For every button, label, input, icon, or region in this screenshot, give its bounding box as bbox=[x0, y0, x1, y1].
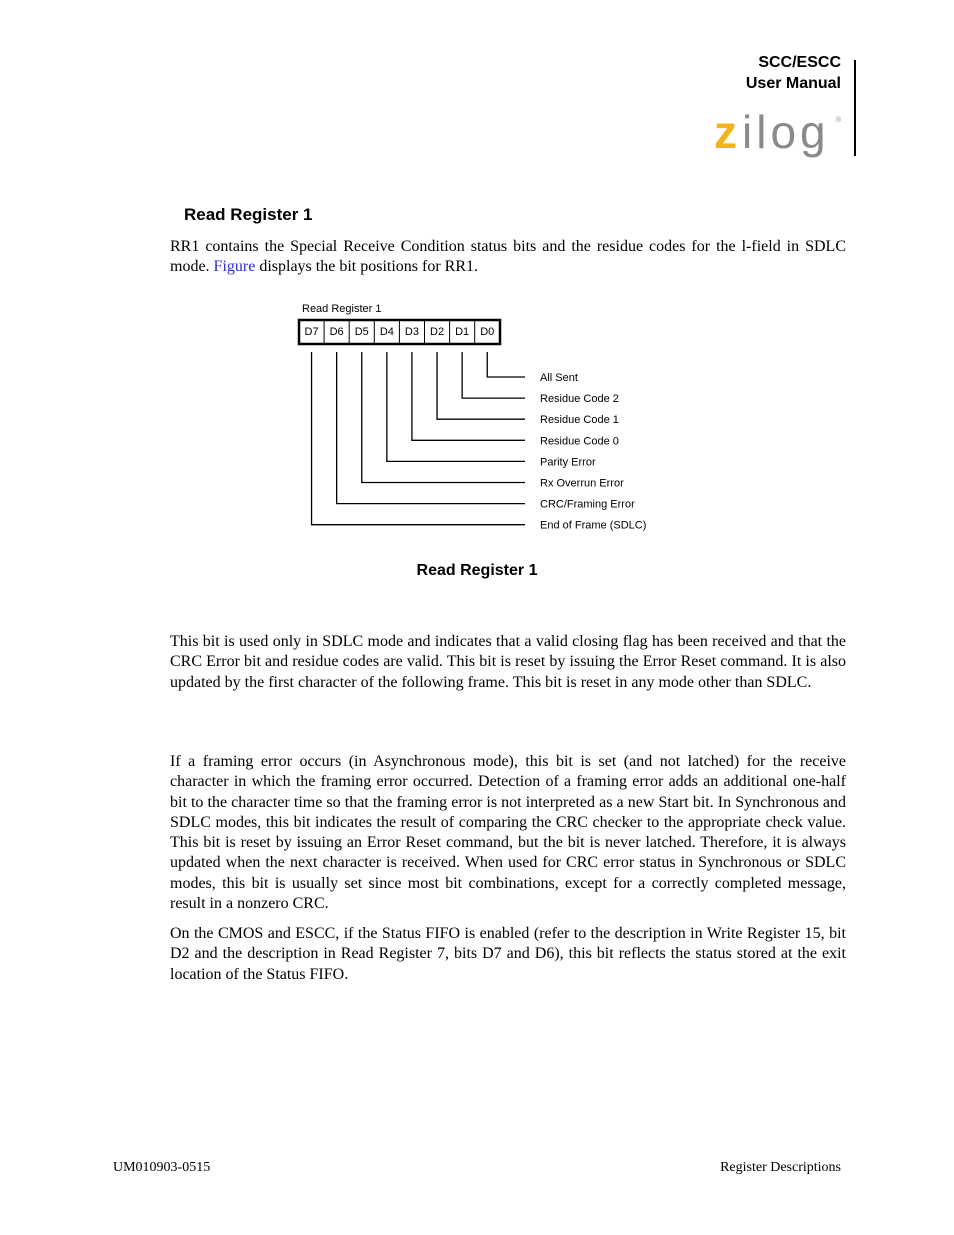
header-product: SCC/ESCC bbox=[758, 54, 841, 71]
section-heading: Read Register 1 bbox=[184, 205, 313, 224]
bit-description: Residue Code 2 bbox=[540, 393, 619, 406]
leader-line bbox=[437, 352, 525, 419]
figure-caption: Read Register 1 bbox=[416, 562, 538, 579]
bit-d6: D6 bbox=[329, 326, 344, 338]
footer-chapter: Register Descriptions bbox=[720, 1160, 841, 1175]
leader-line bbox=[312, 352, 525, 525]
bit-cells bbox=[305, 320, 495, 344]
bit-description: Residue Code 1 bbox=[540, 414, 619, 427]
bit-d7: D7 bbox=[304, 326, 319, 338]
bit-descriptions bbox=[540, 372, 646, 532]
crc-framing-paragraph: If a framing error occurs (in Asynchronous mode), this bit is set (and not latched) for the receive character in which the framing error occurred. Detection of a framing error adds an additional one-half bit to the character time so that the framing error is not interpreted as a new Start bit. In Synchronous and SDLC modes, this bit indicates the result of comparing the CRC checker to the appropriate check value. This bit is reset by issuing an Error Reset command, but the bit is never latched. Therefore, it is always updated when the next character is received. When used for CRC error status in Synchronous or SDLC modes, this bit is usually set since most bit combinations, except for a correctly completed message, result in a nonzero CRC. bbox=[170, 753, 846, 913]
bit-d3: D3 bbox=[404, 326, 419, 338]
bit-d0: D0 bbox=[480, 326, 495, 338]
bit-description: CRC/Framing Error bbox=[540, 498, 635, 511]
leader-line bbox=[487, 352, 525, 377]
logo-z: z bbox=[714, 108, 737, 158]
header-manual: User Manual bbox=[745, 75, 841, 92]
leader-line bbox=[387, 352, 525, 461]
leader-line bbox=[412, 352, 525, 440]
leader-line bbox=[337, 352, 525, 504]
bit-d4: D4 bbox=[379, 326, 394, 338]
registered-mark: ® bbox=[836, 117, 842, 124]
bit-d1: D1 bbox=[455, 326, 470, 338]
leader-line bbox=[462, 352, 525, 398]
document-header bbox=[746, 52, 841, 94]
end-of-frame-paragraph: This bit is used only in SDLC mode and indicates that a valid closing flag has been received and that the CRC Error bit and residue codes are valid. This bit is reset by issuing the Error Reset command. It is also updated by the first character of the following frame. This bit is reset in any mode other than SDLC. bbox=[170, 633, 846, 691]
document-number: UM010903-0515 bbox=[113, 1160, 211, 1175]
intro-text: RR1 contains the Special Receive Condition status bits and the residue codes for the l-field in SDLC mode. bbox=[170, 238, 846, 276]
header-rule bbox=[854, 60, 856, 156]
bit-description: All Sent bbox=[540, 372, 578, 384]
zilog-logo bbox=[712, 108, 848, 158]
bit-description: Residue Code 0 bbox=[540, 435, 619, 448]
status-fifo-paragraph: On the CMOS and ESCC, if the Status FIFO is enabled (refer to the description in Write Register 15, bit D2 and the description in Read Register 7, bits D7 and D6), this bit reflects the status stored at the exit location of the Status FIFO. bbox=[170, 925, 846, 983]
intro-text-end: displays the bit positions for RR1. bbox=[255, 258, 478, 276]
bit-description: End of Frame (SDLC) bbox=[540, 519, 647, 532]
bit-d2: D2 bbox=[430, 326, 445, 338]
intro-paragraph bbox=[170, 237, 846, 278]
bit-description: Rx Overrun Error bbox=[540, 477, 624, 490]
figure-link[interactable]: Figure bbox=[213, 258, 256, 276]
bit-leader-lines bbox=[312, 352, 525, 525]
register-bit-diagram bbox=[0, 290, 954, 540]
register-label: Read Register 1 bbox=[302, 303, 382, 315]
bit-d5: D5 bbox=[354, 326, 369, 338]
logo-ilog: ilog bbox=[742, 108, 830, 158]
bit-description: Parity Error bbox=[540, 456, 596, 469]
